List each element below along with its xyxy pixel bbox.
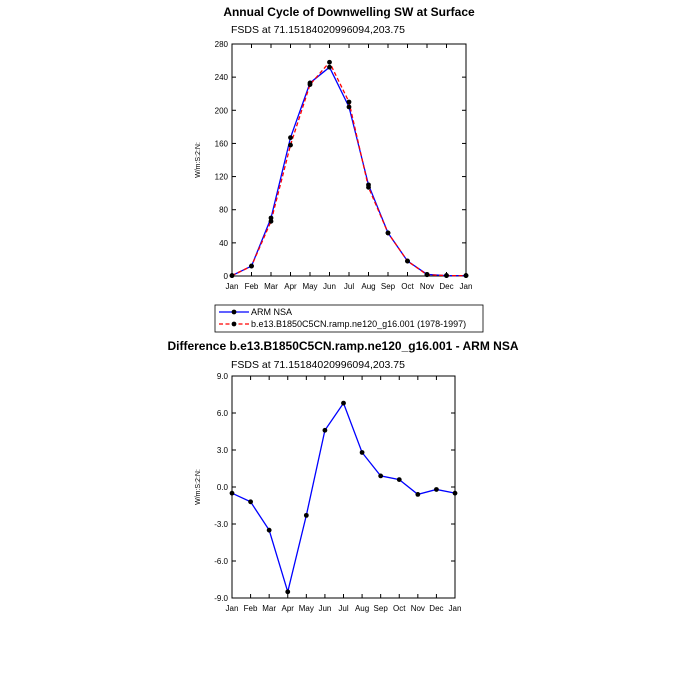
y-axis-ticks	[214, 372, 455, 603]
y-axis-label: W/m:S:2:N:	[195, 469, 202, 505]
legend	[215, 305, 483, 332]
data-point	[304, 513, 309, 518]
data-point	[249, 264, 254, 269]
y-tick-label: 240	[214, 73, 228, 83]
data-point	[230, 491, 235, 496]
x-tick-label: Apr	[281, 604, 294, 613]
difference-chart	[167, 339, 518, 613]
data-point	[464, 273, 469, 278]
y-tick-label: 200	[214, 106, 228, 116]
x-tick-label: Jun	[318, 604, 332, 613]
x-tick-label: Mar	[262, 604, 277, 613]
y-tick-label: 0.0	[216, 483, 228, 492]
x-tick-label: Mar	[264, 282, 278, 291]
data-point	[360, 450, 365, 455]
series-group	[230, 401, 458, 594]
plot-frame	[232, 44, 466, 276]
legend-marker-model	[232, 322, 237, 327]
data-point	[347, 100, 352, 105]
data-point	[308, 82, 313, 87]
x-tick-label: Oct	[401, 282, 414, 291]
series-line-0	[232, 403, 455, 592]
x-tick-label: Oct	[393, 604, 406, 613]
x-tick-label: Jul	[338, 604, 349, 613]
y-axis-label: W/m:S:2:N:	[195, 142, 202, 178]
series-group	[230, 60, 469, 278]
data-point	[230, 273, 235, 278]
data-point	[288, 143, 293, 148]
legend-label-arm-nsa: ARM NSA	[251, 307, 293, 317]
data-point	[444, 273, 449, 278]
series-line-0	[232, 67, 466, 275]
data-point	[267, 528, 272, 533]
data-point	[341, 401, 346, 406]
data-point	[347, 105, 352, 110]
x-tick-label: Sep	[373, 604, 388, 613]
data-point	[415, 492, 420, 497]
data-point	[434, 487, 439, 492]
y-tick-label: 160	[214, 139, 228, 149]
y-tick-label: 6.0	[216, 409, 228, 418]
x-tick-label: Aug	[361, 282, 376, 291]
data-point	[453, 491, 458, 496]
x-tick-label: Jan	[459, 282, 473, 291]
data-point	[366, 185, 371, 190]
y-tick-label: 40	[219, 238, 228, 248]
data-point	[269, 219, 274, 224]
data-point	[248, 499, 253, 504]
x-tick-label: Apr	[284, 282, 297, 291]
data-point	[425, 272, 430, 277]
legend-label-model: b.e13.B1850C5CN.ramp.ne120_g16.001 (1978-1997)	[251, 319, 467, 329]
x-tick-label: Jun	[323, 282, 336, 291]
data-point	[386, 231, 391, 236]
plot-frame	[232, 376, 455, 598]
chart-subtitle: FSDS at 71.15184020996094,203.75	[231, 24, 405, 36]
x-tick-label: Aug	[354, 604, 370, 613]
x-tick-label: Jan	[225, 604, 239, 613]
x-axis-ticks	[226, 376, 462, 613]
data-point	[285, 589, 290, 594]
y-tick-label: -6.0	[214, 557, 228, 566]
y-tick-label: 9.0	[216, 372, 228, 381]
x-tick-label: Jan	[225, 282, 239, 291]
data-point	[288, 135, 293, 140]
y-tick-label: 3.0	[216, 446, 228, 455]
y-tick-label: 0	[223, 272, 228, 281]
series-line-1	[232, 62, 466, 275]
y-tick-label: 280	[214, 40, 228, 49]
x-tick-label: Feb	[243, 604, 258, 613]
x-tick-label: Jul	[343, 282, 355, 291]
x-tick-label: Dec	[439, 282, 454, 291]
legend-marker-arm-nsa	[232, 310, 237, 315]
data-point	[327, 65, 332, 70]
data-point	[405, 259, 410, 264]
data-point	[397, 477, 402, 482]
data-point	[327, 60, 332, 65]
chart-title: Difference b.e13.B1850C5CN.ramp.ne120_g16.001 - ARM NSA	[167, 339, 519, 353]
x-tick-label: May	[298, 604, 314, 613]
x-tick-label: May	[302, 282, 318, 291]
y-tick-label: 120	[214, 172, 228, 182]
y-axis-ticks	[215, 40, 466, 281]
y-tick-label: 80	[219, 205, 228, 215]
x-tick-label: Nov	[410, 604, 425, 613]
chart-subtitle: FSDS at 71.15184020996094,203.75	[231, 359, 405, 371]
annual-cycle-chart	[195, 5, 475, 291]
data-point	[378, 474, 383, 479]
x-tick-label: Dec	[429, 604, 444, 613]
x-tick-label: Jan	[448, 604, 462, 613]
x-tick-label: Nov	[419, 282, 435, 291]
x-tick-label: Feb	[244, 282, 259, 291]
chart-title: Annual Cycle of Downwelling SW at Surface	[223, 5, 475, 19]
x-tick-label: Sep	[380, 282, 396, 291]
y-tick-label: -9.0	[214, 594, 228, 603]
y-tick-label: -3.0	[214, 520, 228, 529]
data-point	[323, 428, 328, 433]
